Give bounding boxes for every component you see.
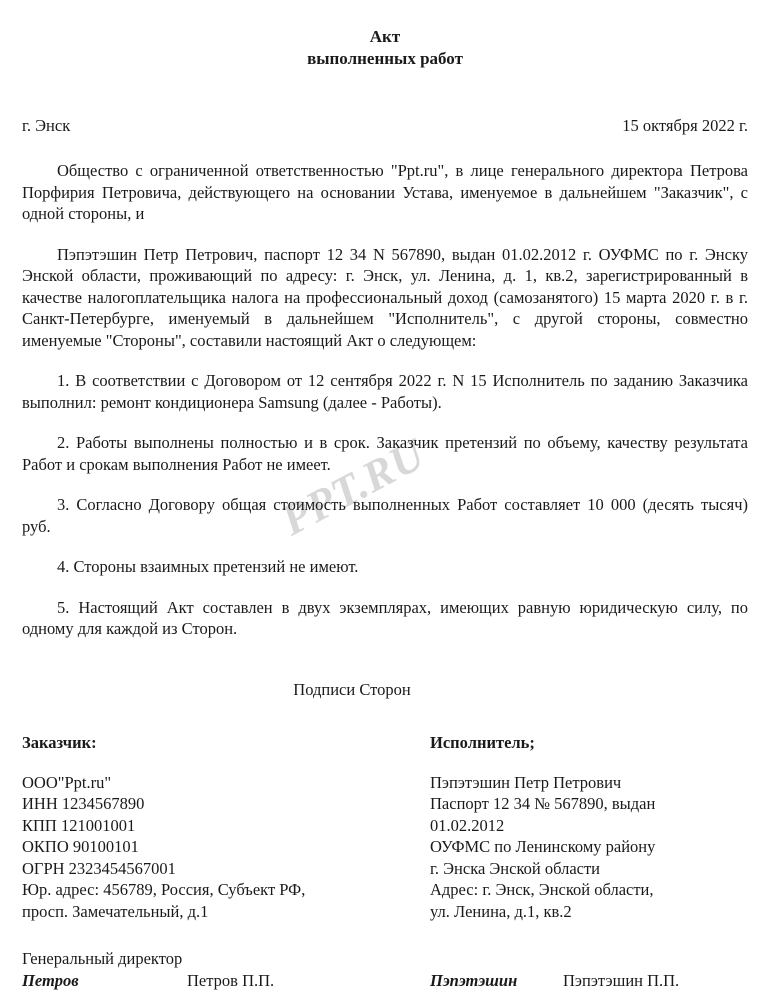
contractor-detail-line: ул. Ленина, д.1, кв.2 [430,901,748,923]
clause-4: 4. Стороны взаимных претензий не имеют. [22,537,748,578]
clause-1: 1. В соответствии с Договором от 12 сентября 2022 г. N 15 Исполнитель по заданию Заказчика выполнил: ремонт кондиционера Samsung (далее - Работы). [22,351,748,413]
contractor-detail-line: Паспорт 12 34 № 567890, выдан [430,793,748,815]
document-body [22,136,748,640]
clause-5: 5. Настоящий Акт составлен в двух экземплярах, имеющих равную юридическую силу, по одному для каждой из Сторон. [22,578,748,640]
customer-signatory-role: Генеральный директор [22,948,748,970]
paragraph-customer-party: Общество с ограниченной ответственностью "Ppt.ru", в лице генерального директора Петрова Порфирия Петровича, действующего на основании Устава, именуемое в дальнейшем "Заказчик", с одной стороны, и [22,136,748,225]
contractor-detail-line: 01.02.2012 [430,815,748,837]
contractor-detail-line: Адрес: г. Энск, Энской области, [430,879,748,901]
customer-detail-line: ООО"Ppt.ru" [22,772,430,794]
title-line-primary: Акт [0,26,770,48]
clause-3: 3. Согласно Договору общая стоимость выполненных Работ составляет 10 000 (десять тысяч) руб. [22,475,748,537]
title-line-secondary: выполненных работ [0,48,770,70]
customer-detail-line: просп. Замечательный, д.1 [22,901,430,923]
signature-line-row [22,970,748,991]
customer-detail-line: Юр. адрес: 456789, Россия, Субъект РФ, [22,879,430,901]
contractor-column [430,733,748,923]
signatures-heading: Подписи Сторон [0,640,770,700]
signature-footer [22,922,748,991]
contractor-detail-line: г. Энска Энской области [430,858,748,880]
customer-column-title: Заказчик: [22,733,430,772]
customer-detail-line: ИНН 1234567890 [22,793,430,815]
contractor-printed-name: Пэпэтэшин П.П. [563,970,748,991]
document-title [0,0,770,70]
contractor-handwritten-signature: Пэпэтэшин [430,970,563,991]
customer-printed-name: Петров П.П. [187,970,430,991]
place-of-signing: г. Энск [22,116,70,136]
ppt-ru-watermark: PPT.RU [266,409,454,559]
customer-detail-line: ОКПО 90100101 [22,836,430,858]
signature-columns [22,700,748,923]
date-of-signing: 15 октября 2022 г. [622,116,748,136]
paragraph-contractor-party: Пэпэтэшин Петр Петрович, паспорт 12 34 N 567890, выдан 01.02.2012 г. ОУФМС по г. Энску Энской области, проживающий по адресу: г. Энск, ул. Ленина, д. 1, кв.2, зарегистрированный в качестве налогоплательщика налога на профессиональный доход (самозанятого) 15 марта 2020 г. в г. Санкт-Петербурге, именуемый в дальнейшем "Исполнитель", с другой стороны, совместно именуемые "Стороны", составили настоящий Акт о следующем: [22,225,748,352]
customer-detail-line: ОГРН 2323454567001 [22,858,430,880]
customer-detail-line: КПП 121001001 [22,815,430,837]
contractor-detail-line: Пэпэтэшин Петр Петрович [430,772,748,794]
contractor-column-title: Исполнитель; [430,733,748,772]
contractor-detail-line: ОУФМС по Ленинскому району [430,836,748,858]
clause-2: 2. Работы выполнены полностью и в срок. Заказчик претензий по объему, качеству результата Работ и срокам выполнения Работ не имеет. [22,413,748,475]
customer-handwritten-signature: Петров [22,970,187,991]
place-and-date-row [22,70,748,136]
customer-column [22,733,430,923]
